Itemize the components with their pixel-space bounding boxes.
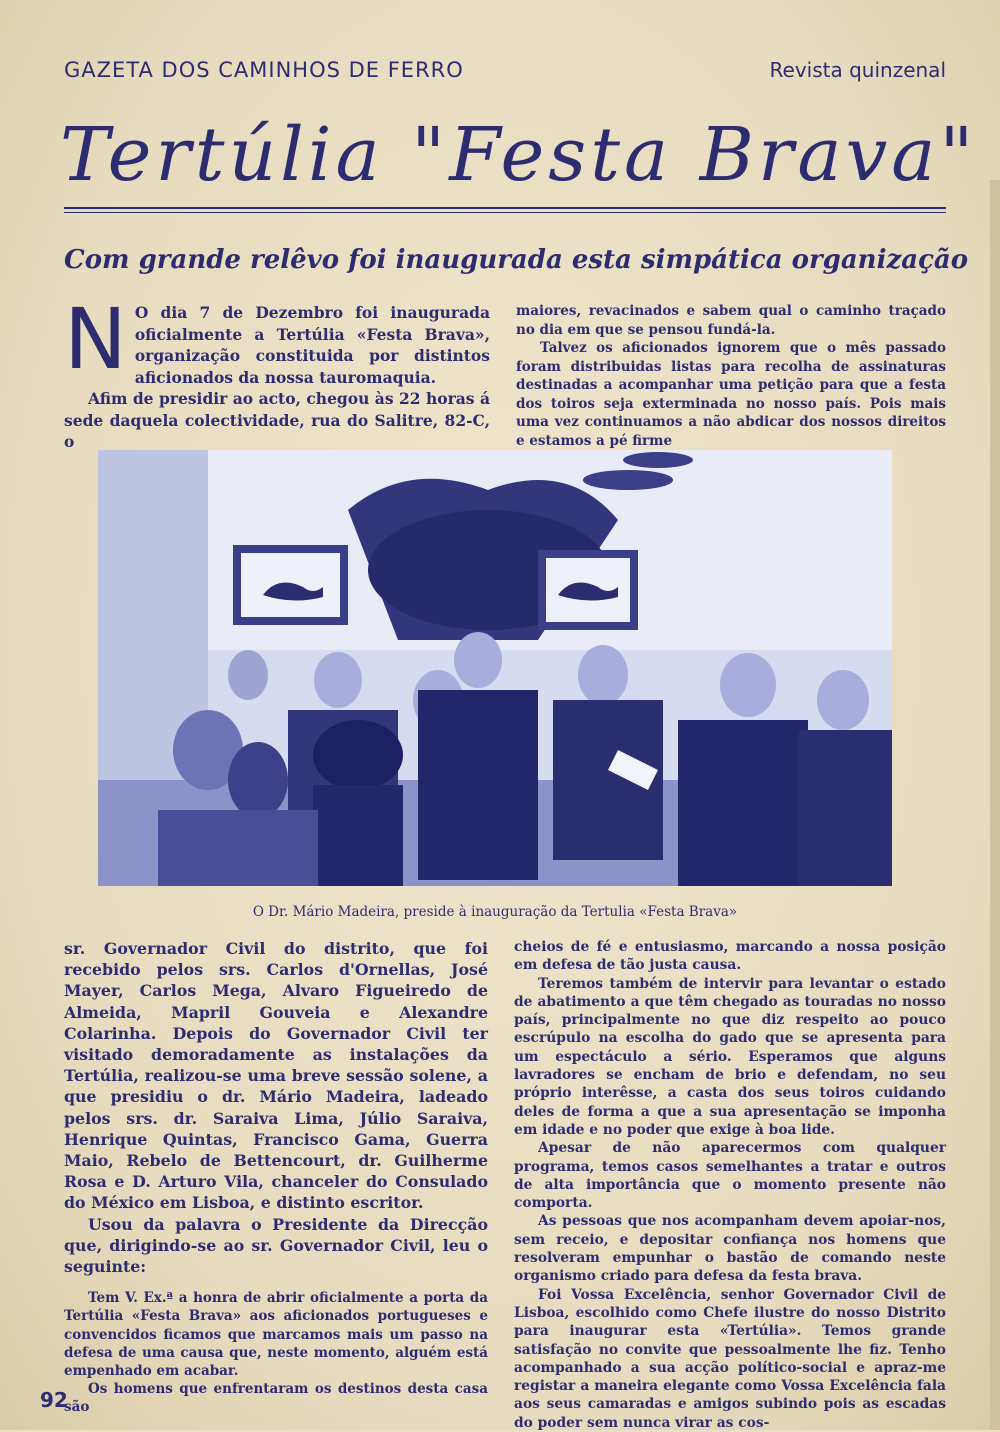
paragraph: Afim de presidir ao acto, chegou às 22 horas á sede daquela colectividade, rua do Salitre, 82-C, o [64, 389, 490, 451]
paragraph: O dia 7 de Dezembro foi inaugurada oficialmente a Tertúlia «Festa Brava», organização constituida por distintos aficionados da nossa tauromaquia. [134, 303, 490, 387]
title-rule [64, 207, 946, 209]
paragraph: Teremos também de intervir para levantar o estado de abatimento a que têm chegado as touradas no nosso país, principalmente no que diz respeito ao pouco escrúpulo na escolha do gado que se apresenta para um espectáculo a sério. Esperamos que alguns lavradores se encham de brio e defendam, no seu próprio interêsse, a casta dos seus toiros cuidando deles de forma a que a sua apresentação se imponha em idade e no poder que exige à boa lide. [514, 975, 946, 1138]
publication-name: GAZETA DOS CAMINHOS DE FERRO [64, 58, 464, 82]
paragraph: sr. Governador Civil do distrito, que foi recebido pelos srs. Carlos d'Ornellas, José Mayer, Carlos Mega, Alvaro Figueiredo de Almeida, Mapril Gouveia e Alexandre Colarinha. Depois do Governador Civil ter visitado demoradamente as instalações da Tertúlia, realizou-se uma breve sessão solene, a que presidiu o dr. Mário Madeira, ladeado pelos srs. dr. Saraiva Lima, Júlio Saraiva, Henrique Quintas, Francisco Gama, Guerra Maio, Rebelo de Bettencourt, dr. Guilherme Rosa e D. Arturo Vila, chanceler do Consulado do México em Lisboa, e distinto escritor. [64, 939, 488, 1213]
column-right-top [516, 302, 946, 450]
column-right-bottom [514, 938, 946, 1432]
title-rule-thin [64, 212, 946, 213]
column-left-bottom [64, 938, 488, 1417]
event-photo [98, 450, 892, 886]
quote-paragraph: Tem V. Ex.ª a honra de abrir oficialmente a porta da Tertúlia «Festa Brava» aos aficionados portugueses e convencidos ficamos que marcamos mais um passo na defesa de uma causa que, neste momento, alguém está empenhado em acabar. [64, 1290, 488, 1380]
paragraph: Apesar de não aparecermos com qualquer programa, temos casos semelhantes a tratar e outros de alta importância que o momento presente não comporta. [514, 1140, 946, 1212]
quote-paragraph: Os homens que enfrentaram os destinos desta casa são [64, 1381, 488, 1416]
paragraph: cheios de fé e entusiasmo, marcando a nossa posição em defesa de tão justa causa. [514, 939, 946, 974]
photo-illustration [98, 450, 892, 886]
paragraph: Foi Vossa Excelência, senhor Governador Civil de Lisboa, escolhido como Chefe ilustre do nosso Distrito para inaugurar esta «Tertúlia». Temos grande satisfação no convite que pessoalmente lhe fiz. Tenho acompanhado a sua acção político-social e apraz-me registar a maneira elegante como Vossa Excelência fala aos seus camaradas e amigos subindo pois as escadas do poder sem nunca virar as cos- [514, 1286, 946, 1431]
column-left-top [64, 290, 490, 453]
paragraph: maiores, revacinados e sabem qual o caminho traçado no dia em que se pensou fundá-la. [516, 303, 946, 338]
paragraph: Usou da palavra o Presidente da Direcção que, dirigindo-se ao sr. Governador Civil, leu o seguinte: [64, 1214, 488, 1277]
page-number: 92 [40, 1388, 68, 1412]
paragraph: As pessoas que nos acompanham devem apoiar-nos, sem receio, e depositar confiança nos homens que resolveram empunhar o bastão de comando neste organismo criado para defesa da festa brava. [514, 1213, 946, 1285]
article-title: Tertúlia "Festa Brava" [60, 112, 978, 198]
publication-frequency: Revista quinzenal [769, 58, 946, 82]
photo-caption: O Dr. Mário Madeira, preside à inauguração da Tertulia «Festa Brava» [252, 904, 738, 920]
article-subtitle: Com grande relêvo foi inaugurada esta simpática organização [64, 245, 969, 275]
drop-cap: N [64, 290, 127, 388]
page-edge [990, 180, 1000, 1430]
paragraph: Talvez os aficionados ignorem que o mês passado foram distribuidas listas para recolha de assinaturas destinadas a acompanhar uma petição para que a festa dos toiros seja exterminada no nosso país. Pois mais uma vez continuamos a não abdicar dos nossos direitos e estamos a pé firme [516, 340, 946, 449]
